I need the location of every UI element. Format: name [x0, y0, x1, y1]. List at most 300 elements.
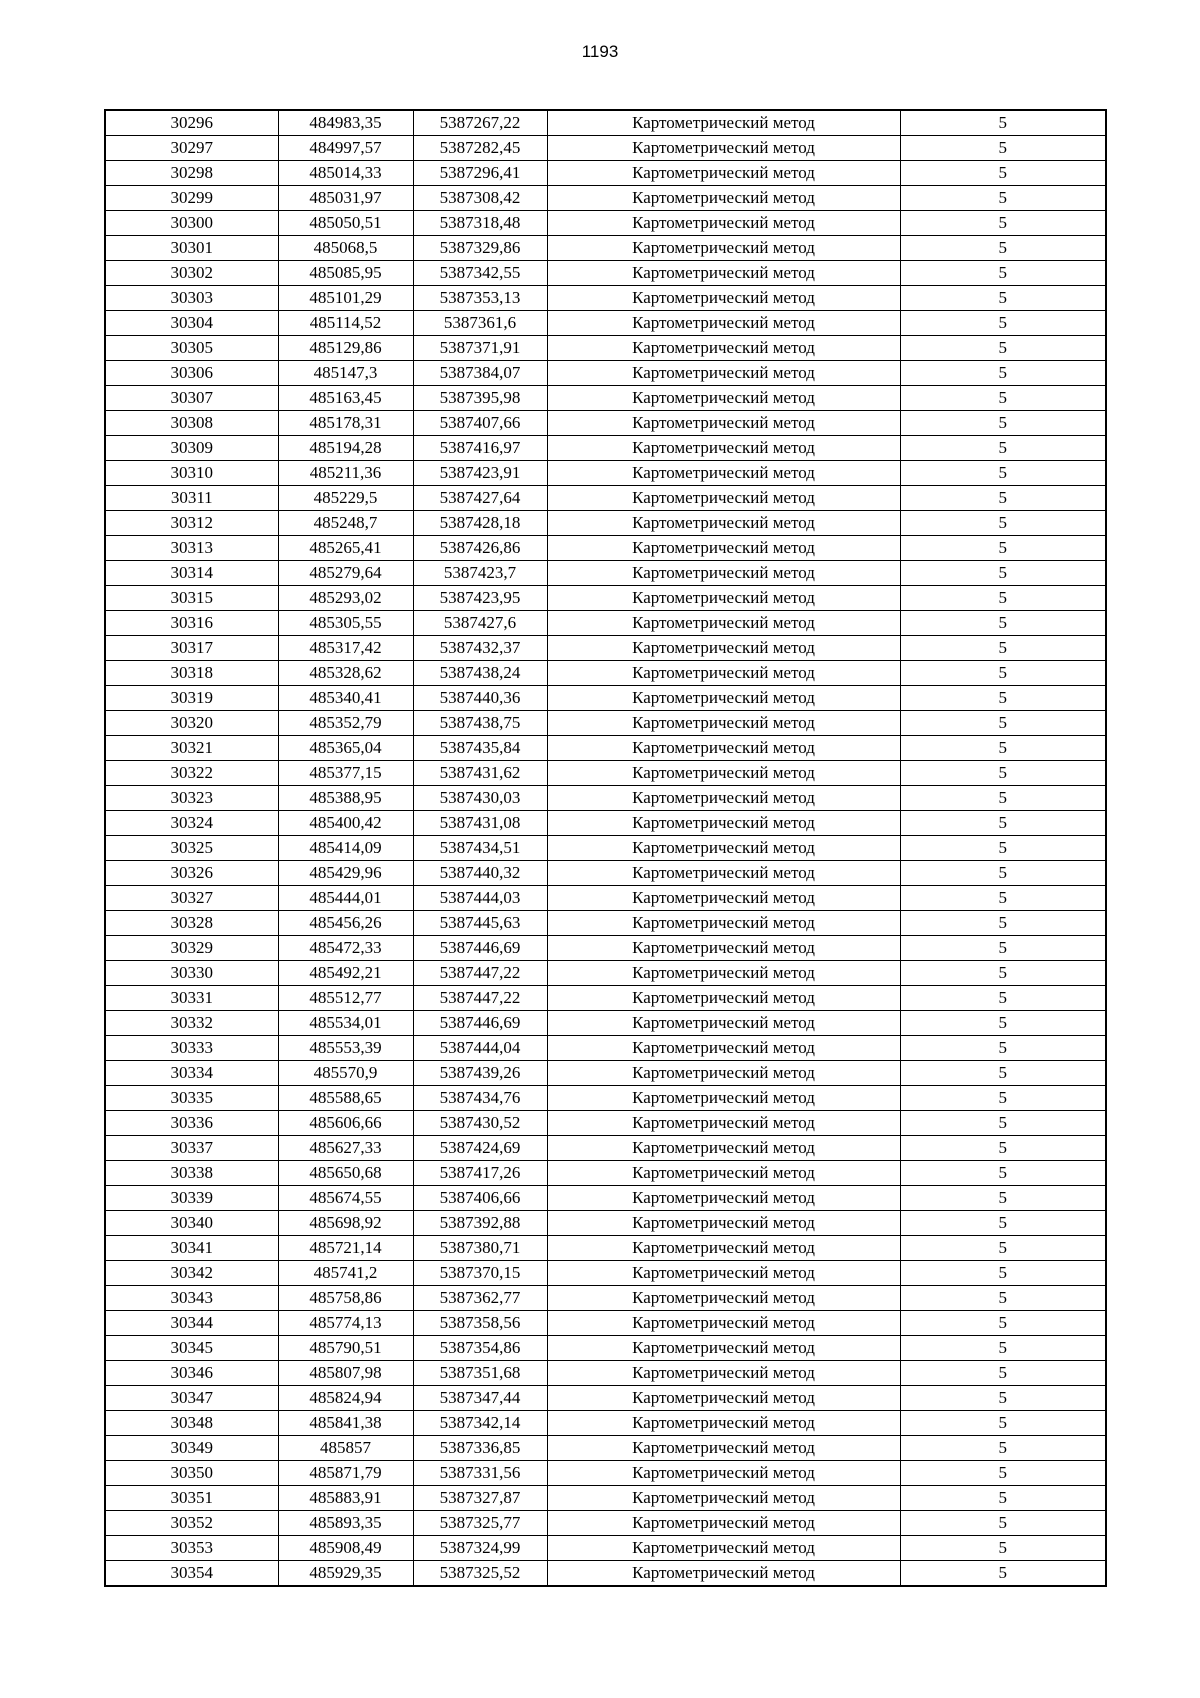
point-number-cell: 30318: [105, 661, 278, 686]
accuracy-cell: 5: [900, 1111, 1106, 1136]
accuracy-cell: 5: [900, 110, 1106, 136]
accuracy-cell: 5: [900, 511, 1106, 536]
x-coordinate-cell: 485163,45: [278, 386, 413, 411]
table-row: [105, 486, 1106, 511]
table-row: [105, 110, 1106, 136]
point-number-cell: 30326: [105, 861, 278, 886]
x-coordinate-cell: 485606,66: [278, 1111, 413, 1136]
accuracy-cell: 5: [900, 886, 1106, 911]
point-number-cell: 30312: [105, 511, 278, 536]
point-number-cell: 30320: [105, 711, 278, 736]
y-coordinate-cell: 5387426,86: [413, 536, 547, 561]
point-number-cell: 30322: [105, 761, 278, 786]
method-cell: Картометрический метод: [547, 1086, 900, 1111]
x-coordinate-cell: 485841,38: [278, 1411, 413, 1436]
x-coordinate-cell: 484997,57: [278, 136, 413, 161]
method-cell: Картометрический метод: [547, 661, 900, 686]
method-cell: Картометрический метод: [547, 1311, 900, 1336]
point-number-cell: 30302: [105, 261, 278, 286]
table-row: [105, 1011, 1106, 1036]
method-cell: Картометрический метод: [547, 1136, 900, 1161]
point-number-cell: 30339: [105, 1186, 278, 1211]
x-coordinate-cell: 485068,5: [278, 236, 413, 261]
point-number-cell: 30352: [105, 1511, 278, 1536]
point-number-cell: 30330: [105, 961, 278, 986]
x-coordinate-cell: 485456,26: [278, 911, 413, 936]
method-cell: Картометрический метод: [547, 1236, 900, 1261]
method-cell: Картометрический метод: [547, 311, 900, 336]
table-row: [105, 311, 1106, 336]
accuracy-cell: 5: [900, 1211, 1106, 1236]
point-number-cell: 30340: [105, 1211, 278, 1236]
accuracy-cell: 5: [900, 1186, 1106, 1211]
x-coordinate-cell: 485698,92: [278, 1211, 413, 1236]
y-coordinate-cell: 5387416,97: [413, 436, 547, 461]
x-coordinate-cell: 485512,77: [278, 986, 413, 1011]
table-row: [105, 686, 1106, 711]
x-coordinate-cell: 485650,68: [278, 1161, 413, 1186]
table-row: [105, 361, 1106, 386]
table-row: [105, 561, 1106, 586]
accuracy-cell: 5: [900, 186, 1106, 211]
accuracy-cell: 5: [900, 1036, 1106, 1061]
accuracy-cell: 5: [900, 1511, 1106, 1536]
x-coordinate-cell: 485588,65: [278, 1086, 413, 1111]
accuracy-cell: 5: [900, 611, 1106, 636]
point-number-cell: 30316: [105, 611, 278, 636]
x-coordinate-cell: 485553,39: [278, 1036, 413, 1061]
x-coordinate-cell: 485178,31: [278, 411, 413, 436]
accuracy-cell: 5: [900, 1011, 1106, 1036]
accuracy-cell: 5: [900, 961, 1106, 986]
y-coordinate-cell: 5387308,42: [413, 186, 547, 211]
table-row: [105, 1286, 1106, 1311]
table-row: [105, 761, 1106, 786]
method-cell: Картометрический метод: [547, 110, 900, 136]
table-row: [105, 1361, 1106, 1386]
table-row: [105, 911, 1106, 936]
table-row: [105, 1511, 1106, 1536]
accuracy-cell: 5: [900, 1136, 1106, 1161]
x-coordinate-cell: 485721,14: [278, 1236, 413, 1261]
point-number-cell: 30310: [105, 461, 278, 486]
method-cell: Картометрический метод: [547, 1111, 900, 1136]
point-number-cell: 30353: [105, 1536, 278, 1561]
y-coordinate-cell: 5387427,6: [413, 611, 547, 636]
x-coordinate-cell: 485085,95: [278, 261, 413, 286]
x-coordinate-cell: 485328,62: [278, 661, 413, 686]
table-row: [105, 1136, 1106, 1161]
point-number-cell: 30317: [105, 636, 278, 661]
coordinates-table: [104, 109, 1107, 1587]
accuracy-cell: 5: [900, 461, 1106, 486]
y-coordinate-cell: 5387331,56: [413, 1461, 547, 1486]
accuracy-cell: 5: [900, 586, 1106, 611]
table-row: [105, 961, 1106, 986]
accuracy-cell: 5: [900, 536, 1106, 561]
y-coordinate-cell: 5387353,13: [413, 286, 547, 311]
accuracy-cell: 5: [900, 261, 1106, 286]
accuracy-cell: 5: [900, 1536, 1106, 1561]
x-coordinate-cell: 485893,35: [278, 1511, 413, 1536]
point-number-cell: 30336: [105, 1111, 278, 1136]
accuracy-cell: 5: [900, 361, 1106, 386]
accuracy-cell: 5: [900, 861, 1106, 886]
method-cell: Картометрический метод: [547, 886, 900, 911]
accuracy-cell: 5: [900, 1261, 1106, 1286]
point-number-cell: 30337: [105, 1136, 278, 1161]
x-coordinate-cell: 485908,49: [278, 1536, 413, 1561]
table-row: [105, 861, 1106, 886]
y-coordinate-cell: 5387446,69: [413, 936, 547, 961]
point-number-cell: 30345: [105, 1336, 278, 1361]
y-coordinate-cell: 5387435,84: [413, 736, 547, 761]
accuracy-cell: 5: [900, 736, 1106, 761]
point-number-cell: 30298: [105, 161, 278, 186]
point-number-cell: 30309: [105, 436, 278, 461]
table-row: [105, 1111, 1106, 1136]
accuracy-cell: 5: [900, 486, 1106, 511]
point-number-cell: 30351: [105, 1486, 278, 1511]
method-cell: Картометрический метод: [547, 811, 900, 836]
y-coordinate-cell: 5387430,52: [413, 1111, 547, 1136]
point-number-cell: 30299: [105, 186, 278, 211]
method-cell: Картометрический метод: [547, 1261, 900, 1286]
page-number: 1193: [581, 42, 619, 61]
method-cell: Картометрический метод: [547, 1411, 900, 1436]
point-number-cell: 30342: [105, 1261, 278, 1286]
point-number-cell: 30321: [105, 736, 278, 761]
x-coordinate-cell: 485741,2: [278, 1261, 413, 1286]
method-cell: Картометрический метод: [547, 486, 900, 511]
table-row: [105, 461, 1106, 486]
y-coordinate-cell: 5387329,86: [413, 236, 547, 261]
accuracy-cell: 5: [900, 1086, 1106, 1111]
point-number-cell: 30344: [105, 1311, 278, 1336]
table-row: [105, 711, 1106, 736]
x-coordinate-cell: 485429,96: [278, 861, 413, 886]
x-coordinate-cell: 485883,91: [278, 1486, 413, 1511]
accuracy-cell: 5: [900, 911, 1106, 936]
method-cell: Картометрический метод: [547, 286, 900, 311]
point-number-cell: 30304: [105, 311, 278, 336]
point-number-cell: 30319: [105, 686, 278, 711]
x-coordinate-cell: 485265,41: [278, 536, 413, 561]
x-coordinate-cell: 485147,3: [278, 361, 413, 386]
y-coordinate-cell: 5387434,51: [413, 836, 547, 861]
table-row: [105, 986, 1106, 1011]
table-row: [105, 1336, 1106, 1361]
point-number-cell: 30350: [105, 1461, 278, 1486]
table-row: [105, 811, 1106, 836]
point-number-cell: 30327: [105, 886, 278, 911]
method-cell: Картометрический метод: [547, 461, 900, 486]
x-coordinate-cell: 485472,33: [278, 936, 413, 961]
table-row: [105, 1061, 1106, 1086]
method-cell: Картометрический метод: [547, 686, 900, 711]
method-cell: Картометрический метод: [547, 836, 900, 861]
y-coordinate-cell: 5387325,77: [413, 1511, 547, 1536]
accuracy-cell: 5: [900, 986, 1106, 1011]
point-number-cell: 30334: [105, 1061, 278, 1086]
accuracy-cell: 5: [900, 1411, 1106, 1436]
table-row: [105, 1186, 1106, 1211]
accuracy-cell: 5: [900, 136, 1106, 161]
table-row: [105, 186, 1106, 211]
table-row: [105, 536, 1106, 561]
y-coordinate-cell: 5387380,71: [413, 1236, 547, 1261]
method-cell: Картометрический метод: [547, 1361, 900, 1386]
y-coordinate-cell: 5387384,07: [413, 361, 547, 386]
point-number-cell: 30313: [105, 536, 278, 561]
method-cell: Картометрический метод: [547, 1536, 900, 1561]
accuracy-cell: 5: [900, 1361, 1106, 1386]
accuracy-cell: 5: [900, 686, 1106, 711]
point-number-cell: 30325: [105, 836, 278, 861]
table-row: [105, 436, 1106, 461]
accuracy-cell: 5: [900, 661, 1106, 686]
method-cell: Картометрический метод: [547, 336, 900, 361]
table-row: [105, 661, 1106, 686]
accuracy-cell: 5: [900, 786, 1106, 811]
table-row: [105, 786, 1106, 811]
method-cell: Картометрический метод: [547, 611, 900, 636]
point-number-cell: 30308: [105, 411, 278, 436]
table-row: [105, 586, 1106, 611]
accuracy-cell: 5: [900, 1311, 1106, 1336]
x-coordinate-cell: 485824,94: [278, 1386, 413, 1411]
accuracy-cell: 5: [900, 811, 1106, 836]
point-number-cell: 30348: [105, 1411, 278, 1436]
y-coordinate-cell: 5387324,99: [413, 1536, 547, 1561]
y-coordinate-cell: 5387327,87: [413, 1486, 547, 1511]
accuracy-cell: 5: [900, 336, 1106, 361]
accuracy-cell: 5: [900, 1436, 1106, 1461]
table-row: [105, 286, 1106, 311]
y-coordinate-cell: 5387342,55: [413, 261, 547, 286]
x-coordinate-cell: 485279,64: [278, 561, 413, 586]
method-cell: Картометрический метод: [547, 386, 900, 411]
y-coordinate-cell: 5387417,26: [413, 1161, 547, 1186]
point-number-cell: 30333: [105, 1036, 278, 1061]
table-row: [105, 1436, 1106, 1461]
accuracy-cell: 5: [900, 1061, 1106, 1086]
point-number-cell: 30343: [105, 1286, 278, 1311]
point-number-cell: 30305: [105, 336, 278, 361]
x-coordinate-cell: 485194,28: [278, 436, 413, 461]
y-coordinate-cell: 5387351,68: [413, 1361, 547, 1386]
point-number-cell: 30354: [105, 1561, 278, 1587]
x-coordinate-cell: 484983,35: [278, 110, 413, 136]
table-row: [105, 336, 1106, 361]
table-row: [105, 836, 1106, 861]
point-number-cell: 30303: [105, 286, 278, 311]
y-coordinate-cell: 5387423,95: [413, 586, 547, 611]
method-cell: Картометрический метод: [547, 1186, 900, 1211]
table-row: [105, 736, 1106, 761]
x-coordinate-cell: 485871,79: [278, 1461, 413, 1486]
x-coordinate-cell: 485534,01: [278, 1011, 413, 1036]
x-coordinate-cell: 485352,79: [278, 711, 413, 736]
method-cell: Картометрический метод: [547, 861, 900, 886]
y-coordinate-cell: 5387438,75: [413, 711, 547, 736]
method-cell: Картометрический метод: [547, 561, 900, 586]
y-coordinate-cell: 5387446,69: [413, 1011, 547, 1036]
y-coordinate-cell: 5387354,86: [413, 1336, 547, 1361]
method-cell: Картометрический метод: [547, 186, 900, 211]
accuracy-cell: 5: [900, 311, 1106, 336]
point-number-cell: 30297: [105, 136, 278, 161]
accuracy-cell: 5: [900, 236, 1106, 261]
method-cell: Картометрический метод: [547, 586, 900, 611]
x-coordinate-cell: 485377,15: [278, 761, 413, 786]
table-row: [105, 936, 1106, 961]
point-number-cell: 30314: [105, 561, 278, 586]
accuracy-cell: 5: [900, 411, 1106, 436]
method-cell: Картометрический метод: [547, 1511, 900, 1536]
point-number-cell: 30301: [105, 236, 278, 261]
y-coordinate-cell: 5387438,24: [413, 661, 547, 686]
table-row: [105, 1461, 1106, 1486]
y-coordinate-cell: 5387447,22: [413, 961, 547, 986]
table-row: [105, 611, 1106, 636]
point-number-cell: 30331: [105, 986, 278, 1011]
accuracy-cell: 5: [900, 1561, 1106, 1587]
y-coordinate-cell: 5387445,63: [413, 911, 547, 936]
x-coordinate-cell: 485365,04: [278, 736, 413, 761]
x-coordinate-cell: 485293,02: [278, 586, 413, 611]
x-coordinate-cell: 485929,35: [278, 1561, 413, 1587]
method-cell: Картометрический метод: [547, 1386, 900, 1411]
x-coordinate-cell: 485444,01: [278, 886, 413, 911]
x-coordinate-cell: 485340,41: [278, 686, 413, 711]
method-cell: Картометрический метод: [547, 711, 900, 736]
x-coordinate-cell: 485627,33: [278, 1136, 413, 1161]
x-coordinate-cell: 485317,42: [278, 636, 413, 661]
method-cell: Картометрический метод: [547, 786, 900, 811]
table-row: [105, 1161, 1106, 1186]
point-number-cell: 30338: [105, 1161, 278, 1186]
method-cell: Картометрический метод: [547, 136, 900, 161]
point-number-cell: 30349: [105, 1436, 278, 1461]
x-coordinate-cell: 485388,95: [278, 786, 413, 811]
y-coordinate-cell: 5387318,48: [413, 211, 547, 236]
method-cell: Картометрический метод: [547, 1211, 900, 1236]
table-row: [105, 1386, 1106, 1411]
method-cell: Картометрический метод: [547, 511, 900, 536]
x-coordinate-cell: 485674,55: [278, 1186, 413, 1211]
y-coordinate-cell: 5387447,22: [413, 986, 547, 1011]
x-coordinate-cell: 485229,5: [278, 486, 413, 511]
method-cell: Картометрический метод: [547, 361, 900, 386]
y-coordinate-cell: 5387444,03: [413, 886, 547, 911]
method-cell: Картометрический метод: [547, 911, 900, 936]
accuracy-cell: 5: [900, 1486, 1106, 1511]
y-coordinate-cell: 5387430,03: [413, 786, 547, 811]
y-coordinate-cell: 5387362,77: [413, 1286, 547, 1311]
method-cell: Картометрический метод: [547, 761, 900, 786]
y-coordinate-cell: 5387371,91: [413, 336, 547, 361]
table-row: [105, 161, 1106, 186]
table-row: [105, 211, 1106, 236]
y-coordinate-cell: 5387434,76: [413, 1086, 547, 1111]
y-coordinate-cell: 5387342,14: [413, 1411, 547, 1436]
accuracy-cell: 5: [900, 1461, 1106, 1486]
table-row: [105, 886, 1106, 911]
point-number-cell: 30332: [105, 1011, 278, 1036]
x-coordinate-cell: 485031,97: [278, 186, 413, 211]
x-coordinate-cell: 485050,51: [278, 211, 413, 236]
accuracy-cell: 5: [900, 211, 1106, 236]
point-number-cell: 30328: [105, 911, 278, 936]
y-coordinate-cell: 5387440,36: [413, 686, 547, 711]
table-row: [105, 636, 1106, 661]
y-coordinate-cell: 5387347,44: [413, 1386, 547, 1411]
point-number-cell: 30323: [105, 786, 278, 811]
accuracy-cell: 5: [900, 1161, 1106, 1186]
y-coordinate-cell: 5387428,18: [413, 511, 547, 536]
coordinates-table-body: [105, 110, 1106, 1586]
x-coordinate-cell: 485414,09: [278, 836, 413, 861]
point-number-cell: 30324: [105, 811, 278, 836]
point-number-cell: 30346: [105, 1361, 278, 1386]
x-coordinate-cell: 485248,7: [278, 511, 413, 536]
y-coordinate-cell: 5387444,04: [413, 1036, 547, 1061]
y-coordinate-cell: 5387361,6: [413, 311, 547, 336]
point-number-cell: 30306: [105, 361, 278, 386]
method-cell: Картометрический метод: [547, 1461, 900, 1486]
point-number-cell: 30315: [105, 586, 278, 611]
x-coordinate-cell: 485014,33: [278, 161, 413, 186]
accuracy-cell: 5: [900, 711, 1106, 736]
point-number-cell: 30307: [105, 386, 278, 411]
y-coordinate-cell: 5387395,98: [413, 386, 547, 411]
table-row: [105, 1036, 1106, 1061]
accuracy-cell: 5: [900, 761, 1106, 786]
method-cell: Картометрический метод: [547, 236, 900, 261]
y-coordinate-cell: 5387423,91: [413, 461, 547, 486]
table-row: [105, 1236, 1106, 1261]
x-coordinate-cell: 485807,98: [278, 1361, 413, 1386]
y-coordinate-cell: 5387370,15: [413, 1261, 547, 1286]
x-coordinate-cell: 485101,29: [278, 286, 413, 311]
method-cell: Картометрический метод: [547, 536, 900, 561]
table-row: [105, 1486, 1106, 1511]
method-cell: Картометрический метод: [547, 211, 900, 236]
x-coordinate-cell: 485129,86: [278, 336, 413, 361]
method-cell: Картометрический метод: [547, 411, 900, 436]
x-coordinate-cell: 485211,36: [278, 461, 413, 486]
accuracy-cell: 5: [900, 1336, 1106, 1361]
y-coordinate-cell: 5387439,26: [413, 1061, 547, 1086]
table-row: [105, 136, 1106, 161]
y-coordinate-cell: 5387440,32: [413, 861, 547, 886]
y-coordinate-cell: 5387282,45: [413, 136, 547, 161]
table-row: [105, 1561, 1106, 1587]
method-cell: Картометрический метод: [547, 936, 900, 961]
x-coordinate-cell: 485114,52: [278, 311, 413, 336]
table-row: [105, 1536, 1106, 1561]
accuracy-cell: 5: [900, 1386, 1106, 1411]
point-number-cell: 30329: [105, 936, 278, 961]
method-cell: Картометрический метод: [547, 1561, 900, 1587]
point-number-cell: 30335: [105, 1086, 278, 1111]
method-cell: Картометрический метод: [547, 436, 900, 461]
point-number-cell: 30296: [105, 110, 278, 136]
point-number-cell: 30341: [105, 1236, 278, 1261]
x-coordinate-cell: 485790,51: [278, 1336, 413, 1361]
method-cell: Картометрический метод: [547, 986, 900, 1011]
